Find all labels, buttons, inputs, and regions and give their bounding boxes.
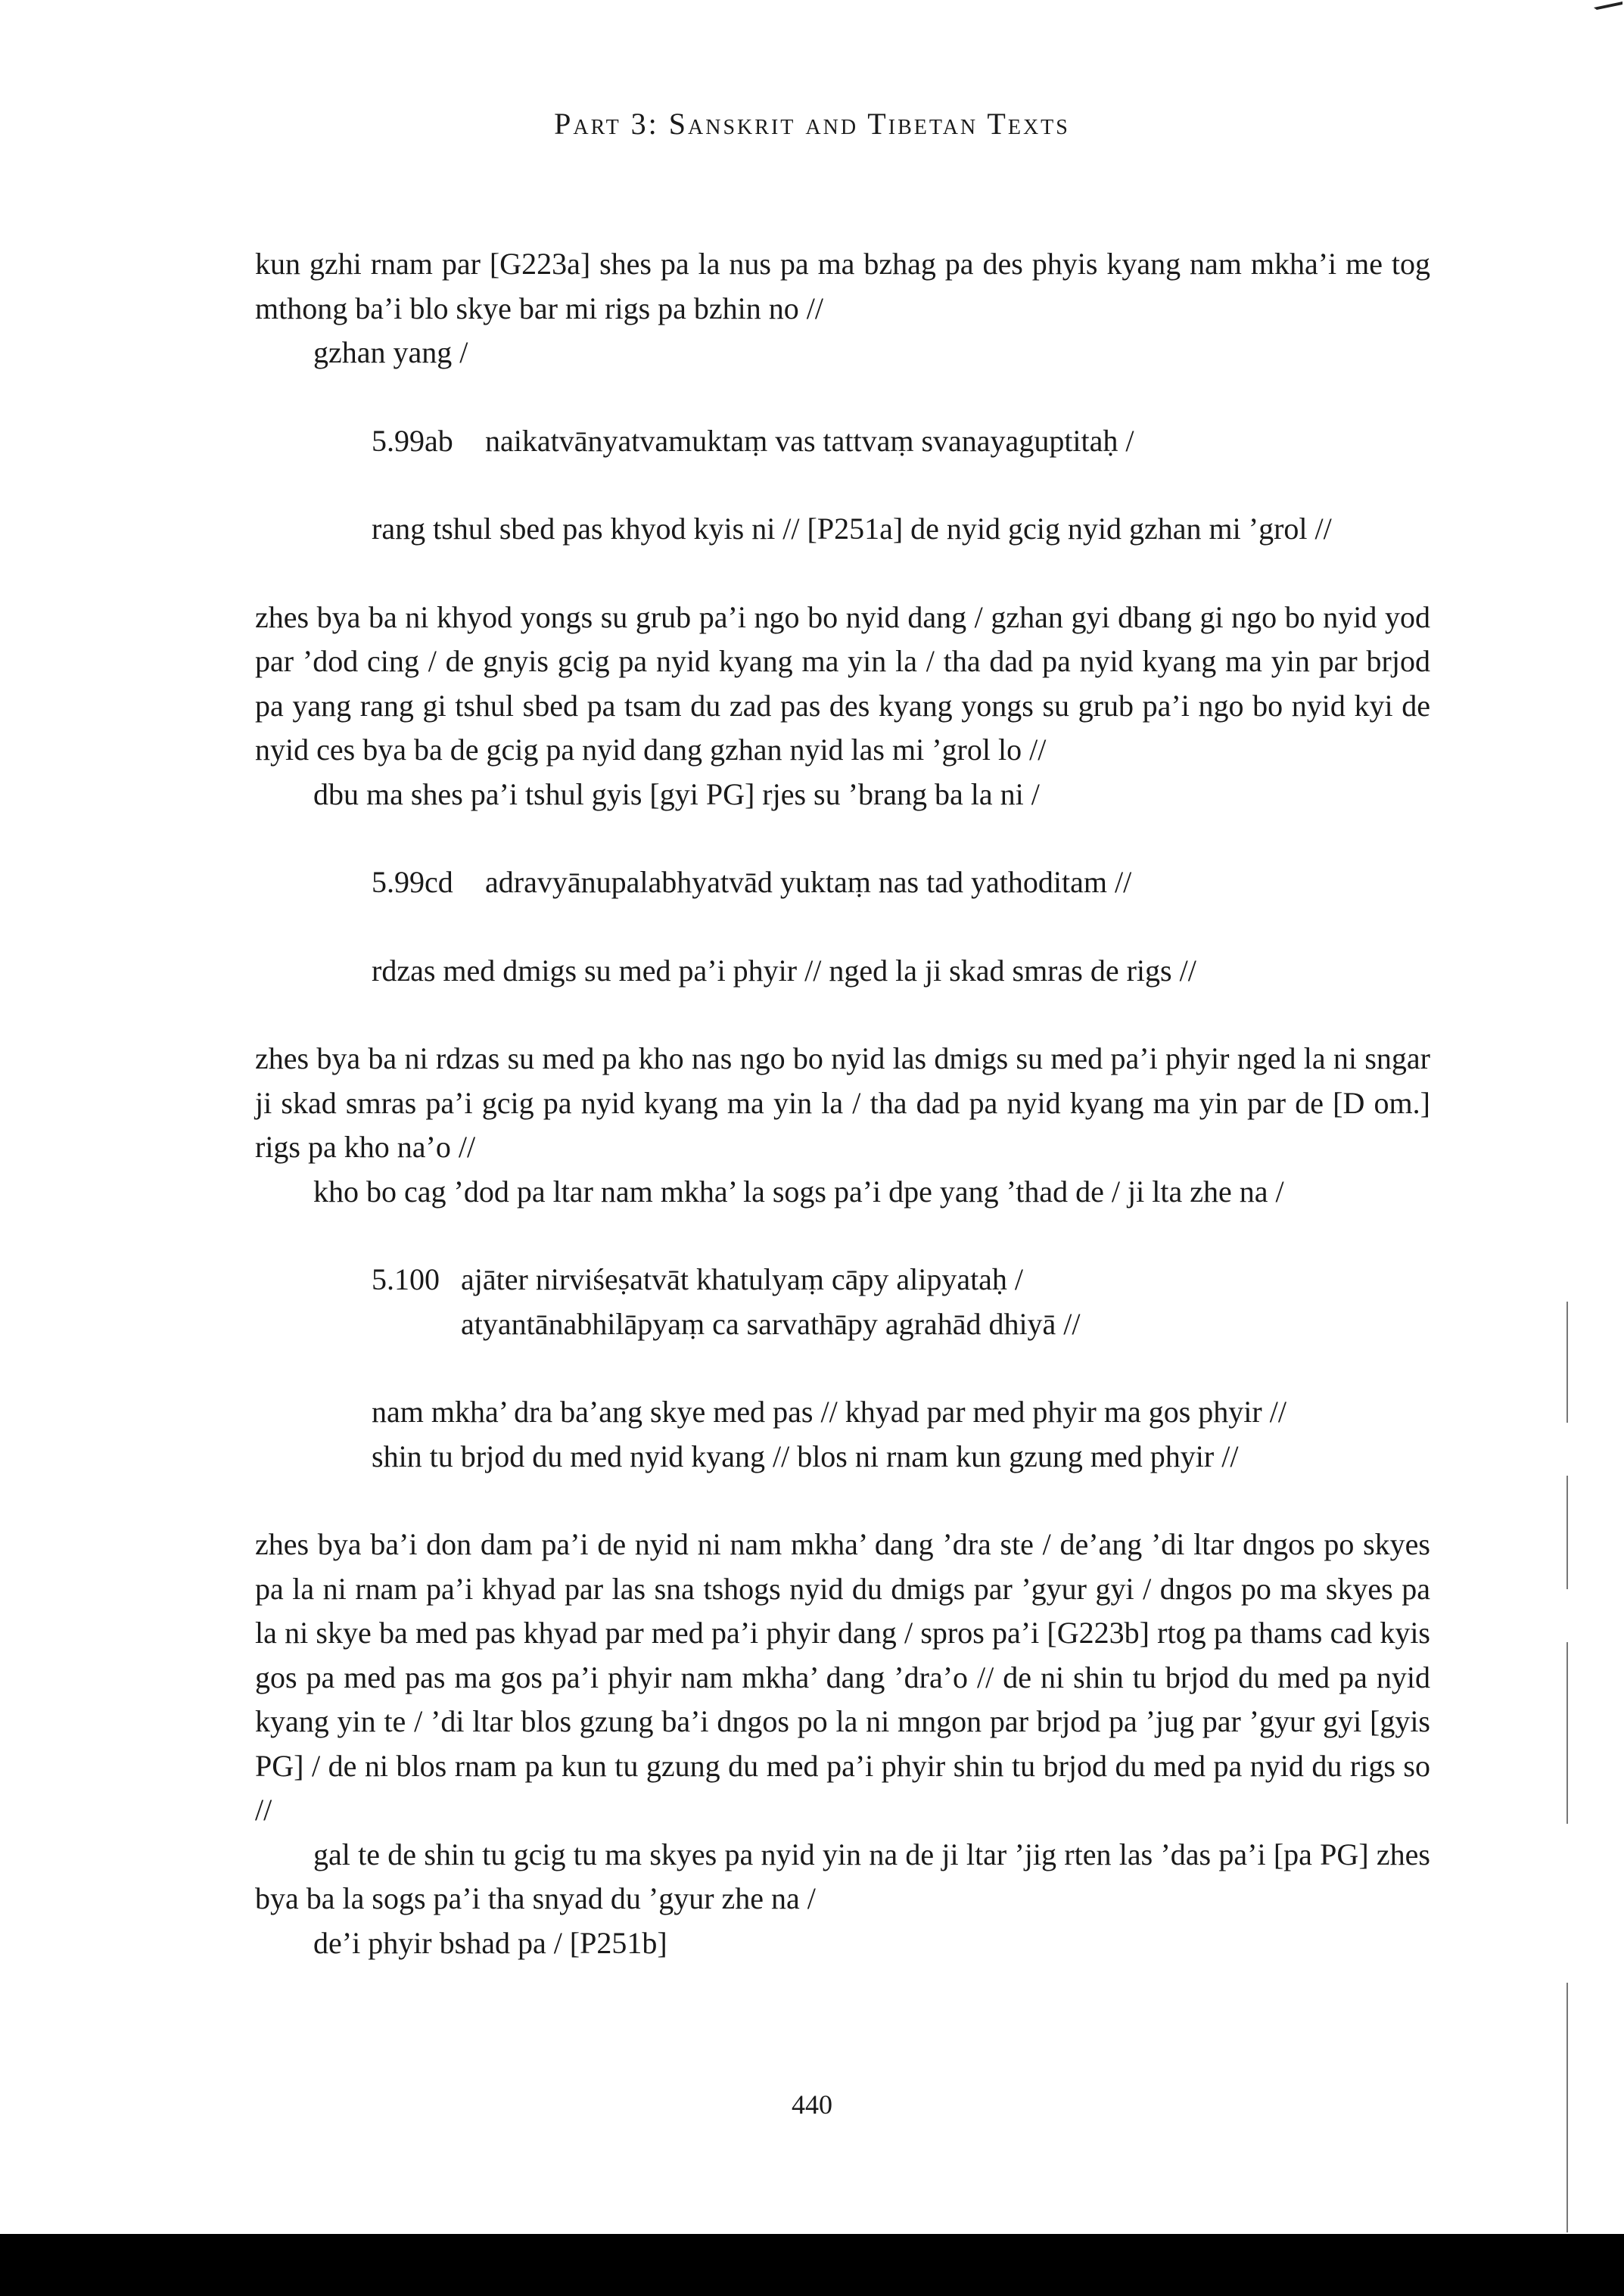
paragraph: zhes bya ba ni khyod yongs su grub pa’i ngo bo nyid dang / gzhan gyi dbang gi ngo bo nyid yod par ’dod cing / de gnyis gcig pa nyid kyang ma yin la / tha dad pa nyid kyang ma yin par brjod pa yang rang gi tshul sbed pa tsam du zad pas des kyang yongs su grub pa’i ngo bo nyid kyi de nyid ces bya ba de gcig pa nyid dang gzhan nyid las mi ’grol lo // — [255, 599, 1430, 767]
verse-tibetan: rang tshul sbed pas khyod kyis ni // [P251a] de nyid gcig nyid gzhan mi ’grol // — [372, 512, 1332, 546]
verse-number: 5.99cd — [372, 865, 453, 899]
scan-margin-line — [1566, 1642, 1568, 1824]
verse-sanskrit: adravyānupalabhyatvād yuktaṃ nas tad yathoditam // — [485, 865, 1132, 899]
scan-margin-line — [1566, 1302, 1568, 1423]
paragraph: kho bo cag ’dod pa ltar nam mkha’ la sogs pa’i dpe yang ’thad de / ji lta zhe na / — [313, 1174, 1284, 1209]
running-head: Part 3: Sanskrit and Tibetan Texts — [554, 107, 1070, 141]
verse-tibetan: rdzas med dmigs su med pa’i phyir // nged la ji skad smras de rigs // — [372, 953, 1196, 988]
verse-sanskrit-line — [372, 1258, 1430, 1302]
verse-sanskrit-line — [372, 860, 1430, 905]
paragraph: zhes bya ba ni rdzas su med pa kho nas ngo bo nyid las dmigs su med pa’i phyir nged la ni sngar ji skad smras pa’i gcig pa nyid kyang ma yin la / tha dad pa nyid kyang ma yin par de [D om.] rigs pa kho na’o // — [255, 1041, 1430, 1164]
verse-gap — [372, 463, 1430, 507]
verse-tibetan: nam mkha’ dra ba’ang skye med pas // khyad par med phyir ma gos phyir // — [372, 1395, 1286, 1429]
paragraph: zhes bya ba’i don dam pa’i de nyid ni nam mkha’ dang ’dra ste / de’ang ’di ltar dngos po skyes pa la ni rnam pa’i khyad par las sna tshogs nyid du dmigs par ’gyur gyi / dngos po ma skyes pa la ni skye ba med pas khyad par med pa’i phyir dang / spros pa’i [G223b] rtog pa thams cad kyis gos pa med pas ma gos pa’i phyir nam mkha’ dang ’dra’o // de ni shin tu brjod du med pa nyid kyang yin te / ’di ltar blos gzung ba’i dngos po la ni mngon par brjod pa ’jug par ’gyur gyi [gyis PG] / de ni blos rnam pa kun tu gzung du med pa’i phyir shin tu brjod du med pa nyid du rigs so // — [255, 1527, 1430, 1827]
paragraph: kun gzhi rnam par [G223a] shes pa la nus pa ma bzhag pa des phyis kyang nam mkha’i me tog mthong ba’i blo skye bar mi rigs pa bzhin no // — [255, 247, 1430, 325]
paragraph: dbu ma shes pa’i tshul gyis [gyi PG] rjes su ’brang ba la ni / — [313, 776, 1040, 811]
scan-corner-mark — [1586, 0, 1624, 11]
paragraph: gzhan yang / — [313, 335, 468, 369]
main-text — [255, 242, 1430, 1965]
verse-sanskrit-line — [372, 419, 1430, 464]
scan-margin-line — [1566, 1476, 1568, 1589]
verse-sanskrit-continuation: atyantānabhilāpyaṃ ca sarvathāpy agrahād dhiyā // — [461, 1306, 1081, 1341]
verse-tibetan: shin tu brjod du med nyid kyang // blos ni rnam kun gzung med phyir // — [372, 1439, 1239, 1473]
paragraph: gal te de shin tu gcig tu ma skyes pa nyid yin na de ji ltar ’jig rten las ’das pa’i [pa PG] zhes bya ba la sogs pa’i tha snyad du ’gyur zhe na / — [255, 1837, 1430, 1915]
scan-margin-line — [1566, 1983, 1568, 2232]
verse-gap — [372, 1346, 1430, 1390]
verse-5-99cd — [372, 860, 1430, 993]
verse-number: 5.100 — [372, 1262, 440, 1296]
verse-sanskrit: naikatvānyatvamuktaṃ vas tattvaṃ svanayaguptitaḥ / — [485, 423, 1134, 458]
verse-sanskrit: ajāter nirviśeṣatvāt khatulyaṃ cāpy alipyataḥ / — [461, 1262, 1024, 1296]
verse-number: 5.99ab — [372, 423, 453, 458]
verse-5-99ab — [372, 419, 1430, 552]
scan-bottom-edge — [0, 2234, 1624, 2296]
page-number: 440 — [792, 2089, 832, 2120]
verse-gap — [372, 905, 1430, 949]
paragraph: de’i phyir bshad pa / [P251b] — [313, 1925, 667, 1960]
verse-5-100 — [372, 1258, 1430, 1479]
